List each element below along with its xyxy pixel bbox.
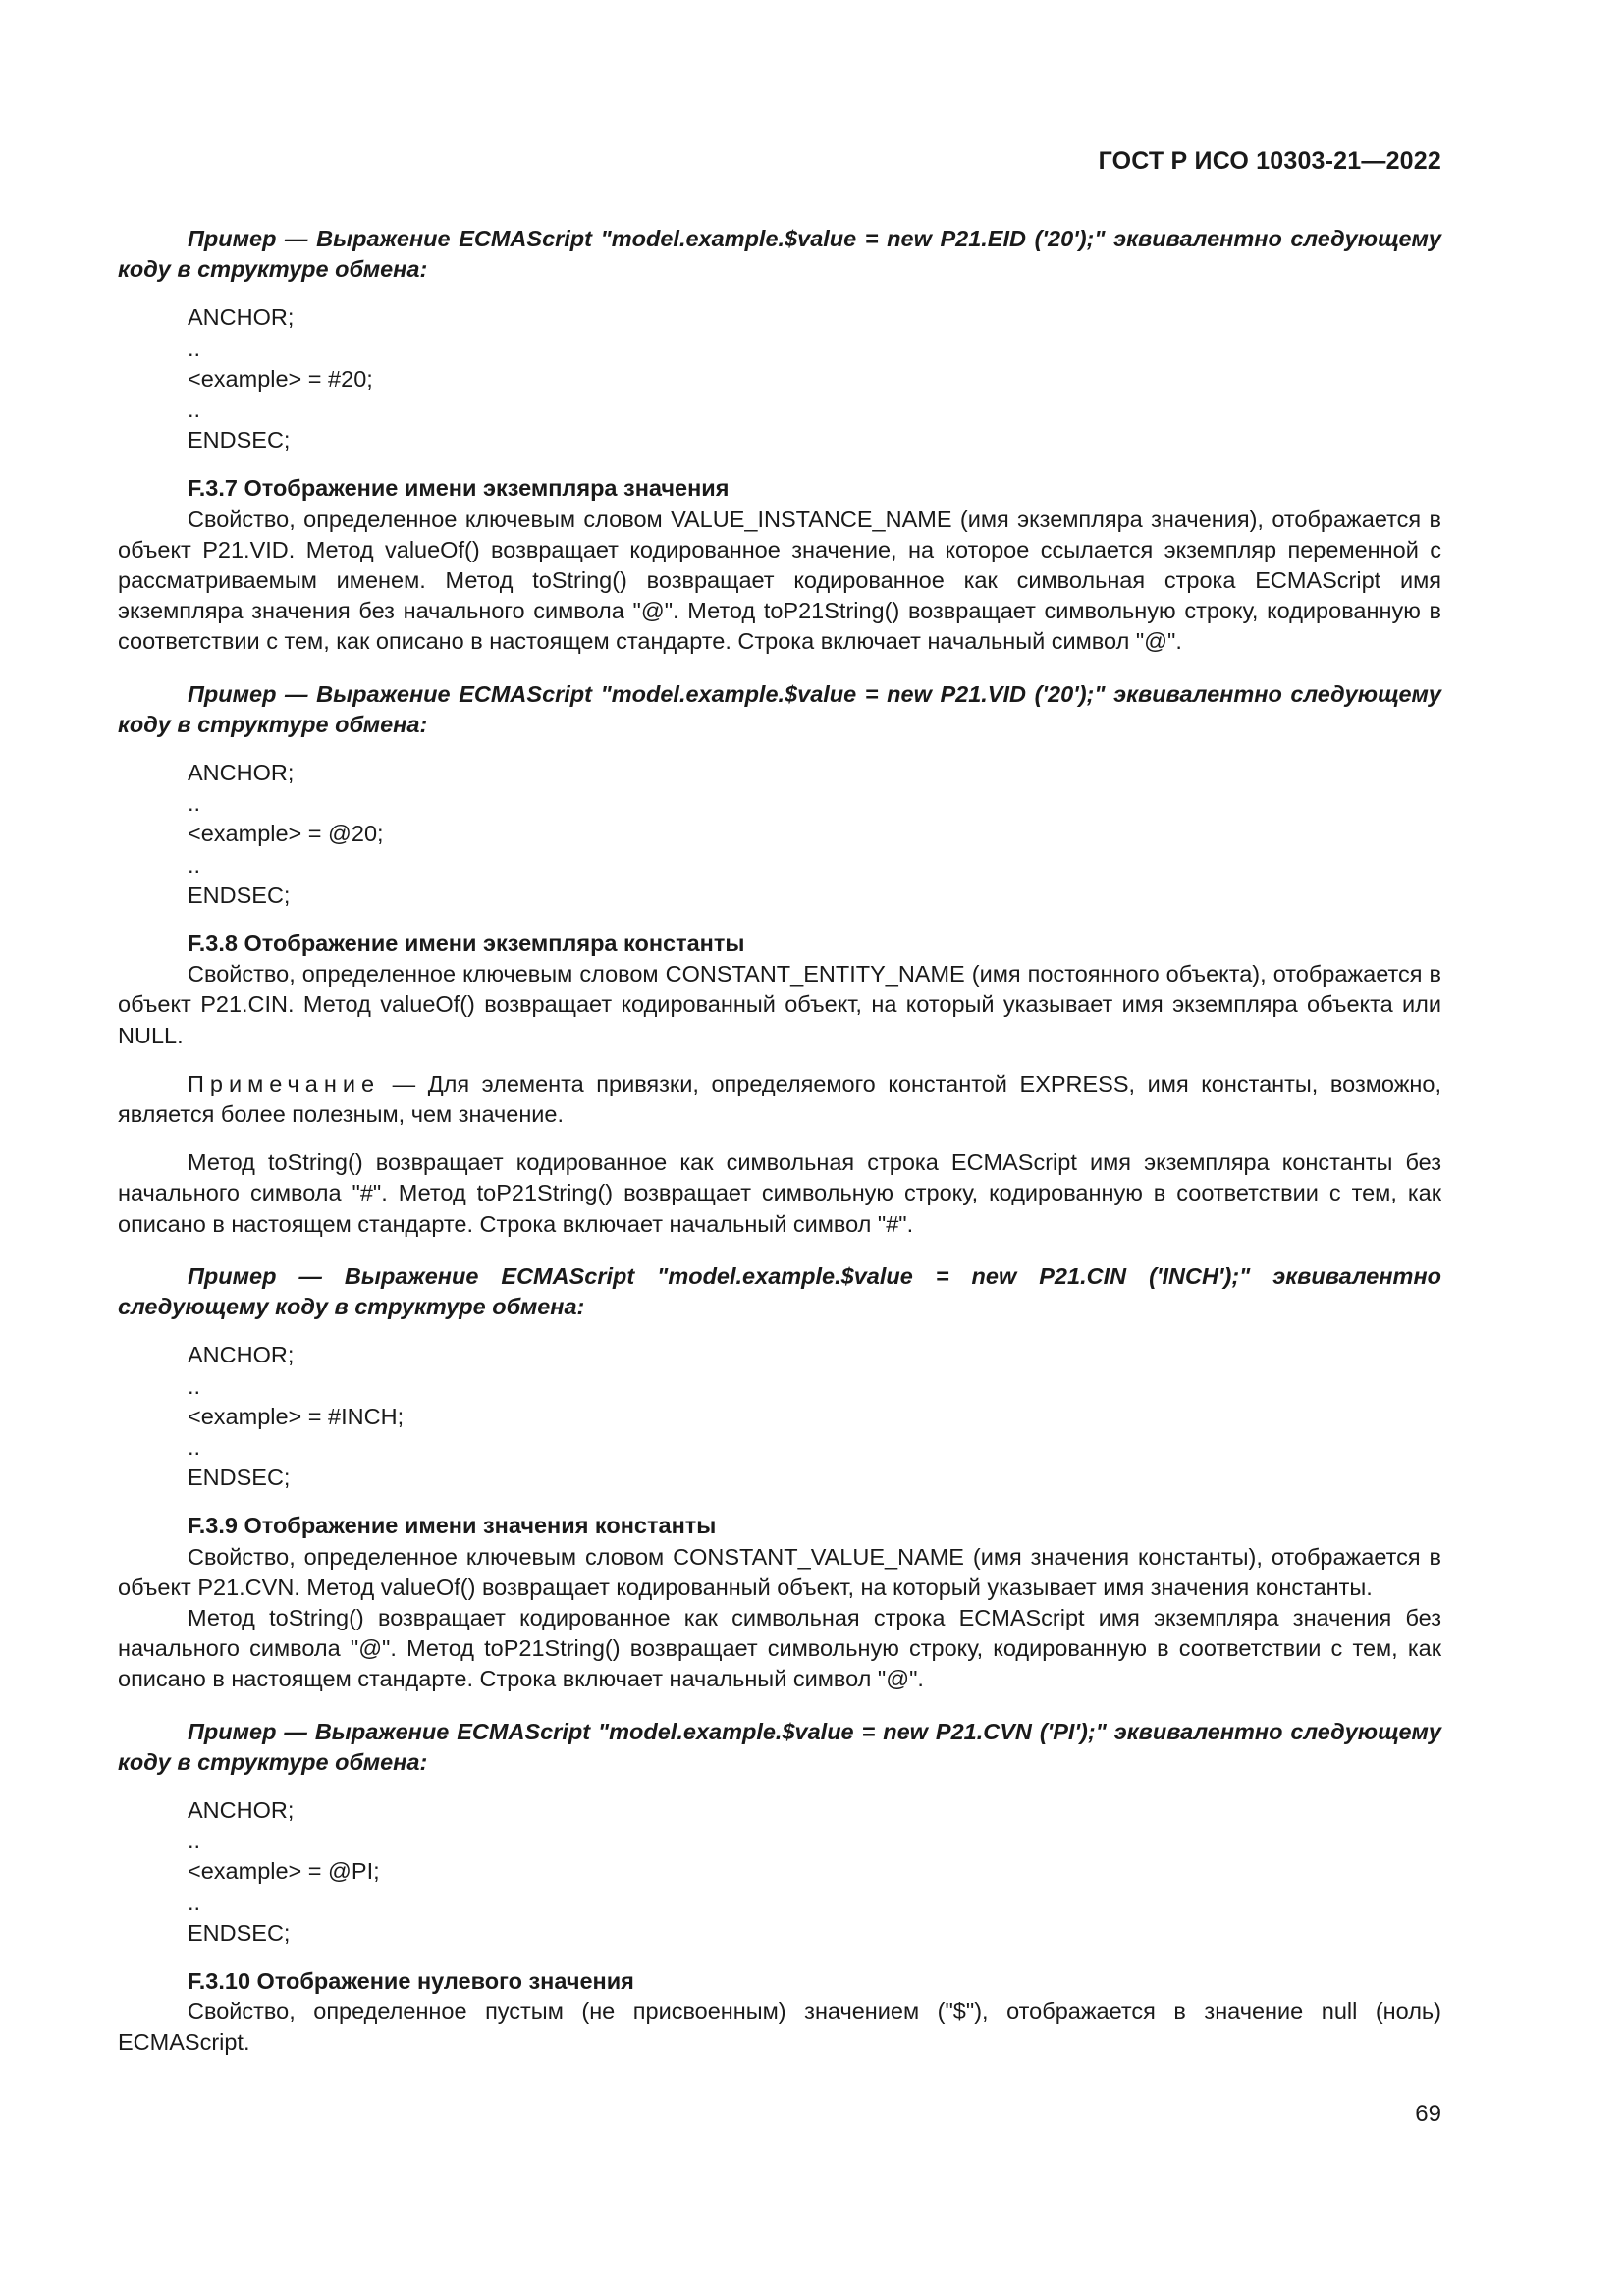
code-line: <example> = @PI; [188, 1858, 380, 1885]
document-header: ГОСТ Р ИСО 10303-21—2022 [1098, 147, 1441, 175]
page-number: 69 [1415, 2101, 1441, 2127]
code-line: .. [188, 1828, 201, 1854]
code-line: .. [188, 397, 201, 423]
example-paragraph: Пример — Выражение ECMAScript "model.example.$value = new P21.EID ('20');" эквивалентно следующему коду в структуре обмена: [118, 226, 1441, 283]
section-title: F.3.9 Отображение имени значения константы [188, 1513, 717, 1539]
section-title: F.3.10 Отображение нулевого значения [188, 1967, 634, 1994]
code-line: .. [188, 790, 201, 817]
code-line: <example> = #INCH; [188, 1403, 405, 1429]
code-block [118, 1795, 1441, 1949]
body-paragraph: Свойство, определенное ключевым словом CONSTANT_ENTITY_NAME (имя постоянного объекта), отображается в объект P21.CIN. Метод valueOf() возвращает кодированный объект, на который указывает имя экземпляра объекта или NULL. [118, 961, 1441, 1048]
body-paragraph: Свойство, определенное ключевым словом VALUE_INSTANCE_NAME (имя экземпляра значения), отображается в объект P21.VID. Метод valueOf() возвращает кодированное значение, на которое ссылается экземпляр переменной с рассматриваемым именем. Метод toString() возвращает кодированное как символьная строка ECMAScript имя экземпляра значения без начального символа "@". Метод toP21String() возвращает символьную строку, кодированную в соответствии с тем, как описано в настоящем стандарте. Строка включает начальный символ "@". [118, 506, 1441, 655]
section-title: F.3.7 Отображение имени экземпляра значения [188, 475, 730, 502]
page-content [118, 224, 1441, 2058]
code-line: ENDSEC; [188, 1919, 291, 1946]
note-paragraph [118, 1069, 1441, 1130]
code-line: ENDSEC; [188, 427, 291, 454]
code-line: ANCHOR; [188, 1796, 295, 1823]
body-paragraph: Свойство, определенное ключевым словом CONSTANT_VALUE_NAME (имя значения константы), отображается в объект P21.CVN. Метод valueOf() возвращает кодированный объект, на который указывает имя значения константы. [118, 1543, 1441, 1600]
code-line: <example> = #20; [188, 365, 373, 392]
code-block [118, 302, 1441, 455]
code-line: ANCHOR; [188, 304, 295, 331]
code-block [118, 1340, 1441, 1493]
code-line: ANCHOR; [188, 760, 295, 786]
example-paragraph: Пример — Выражение ECMAScript "model.example.$value = new P21.CVN ('PI');" эквивалентно следующему коду в структуре обмена: [118, 1718, 1441, 1775]
code-line: ENDSEC; [188, 1465, 291, 1491]
code-block [118, 758, 1441, 911]
code-line: .. [188, 851, 201, 878]
note-label: Примечание [188, 1070, 381, 1096]
code-line: ANCHOR; [188, 1342, 295, 1368]
note-text: — Для элемента привязки, определяемого константой EXPRESS, имя константы, возможно, является более полезным, чем значение. [118, 1070, 1441, 1128]
section-title: F.3.8 Отображение имени экземпляра константы [188, 931, 745, 957]
code-line: .. [188, 1889, 201, 1915]
code-line: .. [188, 1372, 201, 1399]
code-line: .. [188, 1433, 201, 1460]
body-paragraph: Метод toString() возвращает кодированное как символьная строка ECMAScript имя экземпляра значения без начального символа "@". Метод toP21String() возвращает символьную строку, кодированную в соответствии с тем, как описано в настоящем стандарте. Строка включает начальный символ "@". [118, 1604, 1441, 1692]
code-line: .. [188, 335, 201, 361]
body-paragraph: Метод toString() возвращает кодированное как символьная строка ECMAScript имя экземпляра константы без начального символа "#". Метод toP21String() возвращает символьную строку, кодированную в соответствии с тем, как описано в настоящем стандарте. Строка включает начальный символ "#". [118, 1149, 1441, 1237]
body-paragraph: Свойство, определенное пустым (не присвоенным) значением ("$"), отображается в значение null (ноль) ECMAScript. [118, 1999, 1441, 2056]
code-line: ENDSEC; [188, 881, 291, 908]
example-paragraph: Пример — Выражение ECMAScript "model.example.$value = new P21.VID ('20');" эквивалентно следующему коду в структуре обмена: [118, 680, 1441, 737]
code-line: <example> = @20; [188, 821, 384, 847]
example-paragraph: Пример — Выражение ECMAScript "model.example.$value = new P21.CIN ('INCH');" эквивалентно следующему коду в структуре обмена: [118, 1262, 1441, 1320]
